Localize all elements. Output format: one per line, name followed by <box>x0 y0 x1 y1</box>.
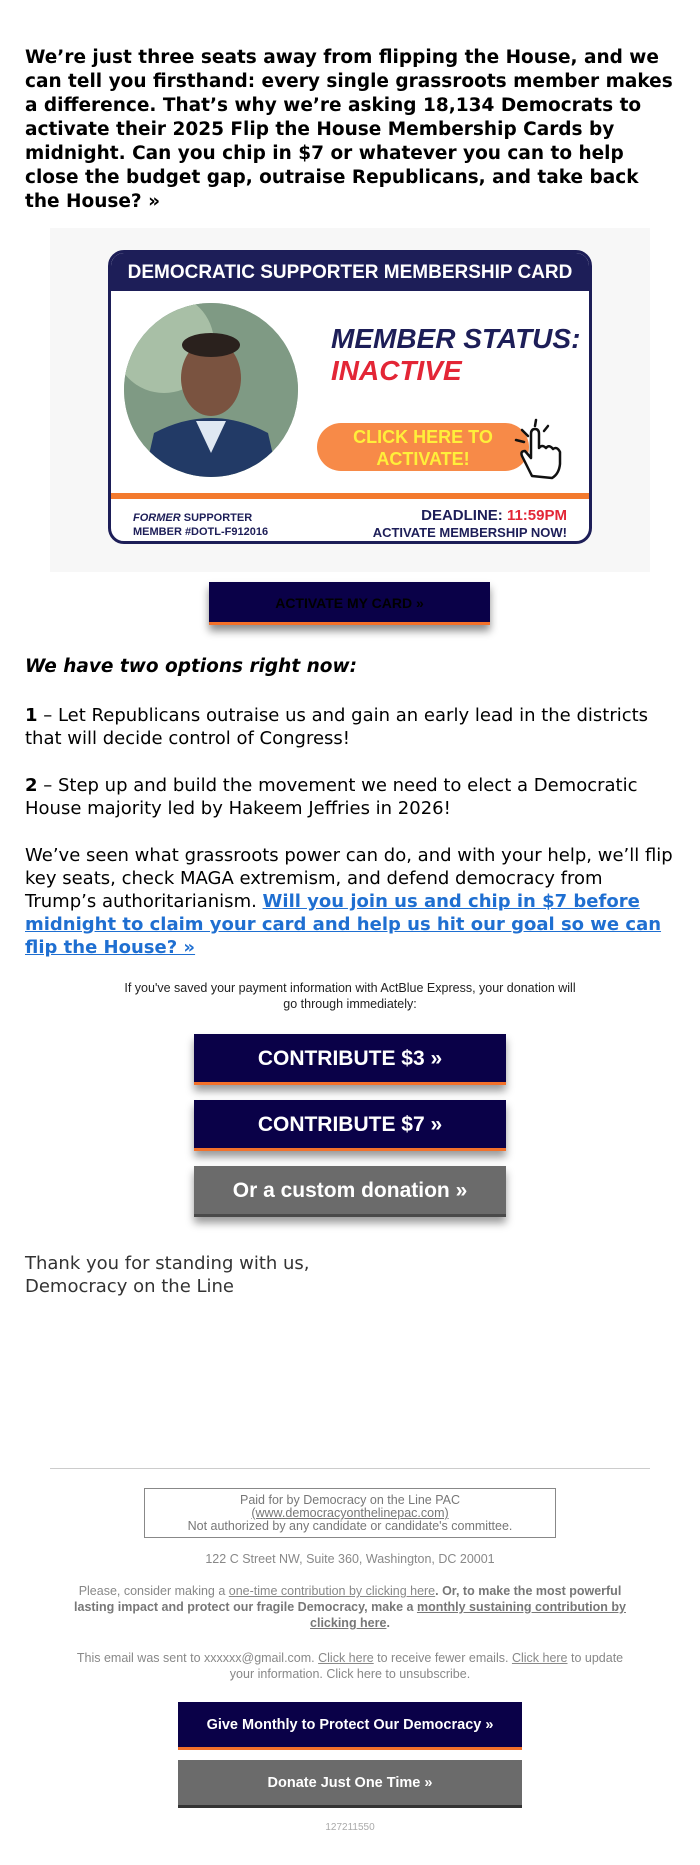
signoff-line1: Thank you for standing with us, <box>25 1253 310 1274</box>
donate-once-button[interactable]: Donate Just One Time » <box>178 1760 522 1808</box>
consider-pre: Please, consider making a <box>78 1584 229 1598</box>
address: 122 C Street NW, Suite 360, Washington, DC 20001 <box>205 1552 495 1566</box>
deadline-block <box>373 507 567 541</box>
sent-end: to update your information. Click here to unsubscribe. <box>229 1651 624 1681</box>
signoff-line2: Democracy on the Line <box>25 1276 234 1297</box>
give-monthly-button[interactable]: Give Monthly to Protect Our Democracy » <box>178 1702 522 1750</box>
update-info-link[interactable]: Click here <box>511 1651 568 1665</box>
options-heading: We have two options right now: <box>25 656 357 677</box>
paid-by: Paid for by Democracy on the Line PAC <box>239 1493 460 1507</box>
former-supporter-block <box>133 511 268 539</box>
sent-mid: to receive fewer emails. <box>373 1651 512 1665</box>
closing-text: We’ve seen what grassroots power can do, and with your help, we’ll flip key seats, check MAGA extremism, and defend democracy from Trump’s authoritarianism. <box>25 845 673 912</box>
signoff <box>25 1252 310 1298</box>
deadline-label: DEADLINE: <box>421 507 507 524</box>
closing-paragraph <box>25 844 675 959</box>
former-label: FORMER <box>133 512 181 524</box>
card-stripe <box>111 493 589 499</box>
option-2-text: – Step up and build the movement we need to elect a Democratic House majority led by Hakeem Jeffries in 2026! <box>25 775 638 819</box>
member-photo <box>124 303 298 477</box>
intro-paragraph: We’re just three seats away from flipping the House, and we can tell you firsthand: every single grassroots member makes a difference. That’s why we’re asking 18,134 Democrats to activate their 2025 Flip the House Membership Cards by midnight. Can you chip in $7 or whatever you can to help close the budget gap, outraise Republicans, and take back the House? » <box>25 47 673 212</box>
contribute-7-button[interactable]: CONTRIBUTE $7 » <box>194 1100 506 1151</box>
supporter-label: SUPPORTER <box>180 512 253 524</box>
card-activate-pill[interactable] <box>317 423 529 471</box>
option-1-number: 1 <box>25 705 38 726</box>
contribute-3-button[interactable]: CONTRIBUTE $3 » <box>194 1034 506 1085</box>
option-2 <box>25 774 675 820</box>
card-cta-line1: CLICK HERE TO <box>353 427 493 447</box>
pac-website-link[interactable]: (www.democracyonthelinepac.com) <box>251 1506 449 1520</box>
membership-card-image[interactable] <box>50 228 650 572</box>
card-cta-line2: ACTIVATE! <box>376 449 470 469</box>
monthly-link[interactable]: monthly sustaining contribution by clicking here <box>310 1600 626 1630</box>
chip-in-link[interactable]: Will you join us and chip in $7 before midnight to claim your card and help us hit our goal so we can flip the House? » <box>25 891 662 958</box>
consider-end: . <box>386 1616 390 1630</box>
not-authorized: Not authorized by any candidate or candidate's committee. <box>187 1519 513 1533</box>
tracking-code: 127211550 <box>325 1822 375 1833</box>
pointer-hand-icon <box>504 416 574 486</box>
card-header: DEMOCRATIC SUPPORTER MEMBERSHIP CARD <box>111 253 589 291</box>
option-1-text: – Let Republicans outraise us and gain an early lead in the districts that will decide control of Congress! <box>25 705 649 749</box>
one-time-link[interactable]: one-time contribution by clicking here <box>228 1584 436 1598</box>
member-status-value: INACTIVE <box>331 355 462 386</box>
option-2-number: 2 <box>25 775 38 796</box>
membership-card[interactable] <box>108 250 592 544</box>
consider-mid: . Or, to make the most powerful lasting impact and protect our fragile Democracy, make a <box>74 1584 622 1614</box>
member-status-label: MEMBER STATUS: <box>331 323 581 354</box>
sent-pre: This email was sent to xxxxxx@gmail.com. <box>76 1651 319 1665</box>
footer-divider <box>50 1468 650 1469</box>
option-1 <box>25 704 675 750</box>
member-id: MEMBER #DOTL-F912016 <box>133 526 269 538</box>
fewer-emails-link[interactable]: Click here <box>318 1651 374 1665</box>
activate-now-text: ACTIVATE MEMBERSHIP NOW! <box>372 525 567 540</box>
sent-paragraph <box>70 1650 630 1682</box>
deadline-time: 11:59PM <box>506 507 567 524</box>
paid-for-box <box>144 1488 556 1538</box>
activate-card-button[interactable]: ACTIVATE MY CARD » <box>209 582 490 625</box>
consider-paragraph <box>70 1583 630 1631</box>
custom-donation-button[interactable]: Or a custom donation » <box>194 1166 506 1217</box>
actblue-note: If you've saved your payment information with ActBlue Express, your donation will go through immediately: <box>124 981 576 1011</box>
